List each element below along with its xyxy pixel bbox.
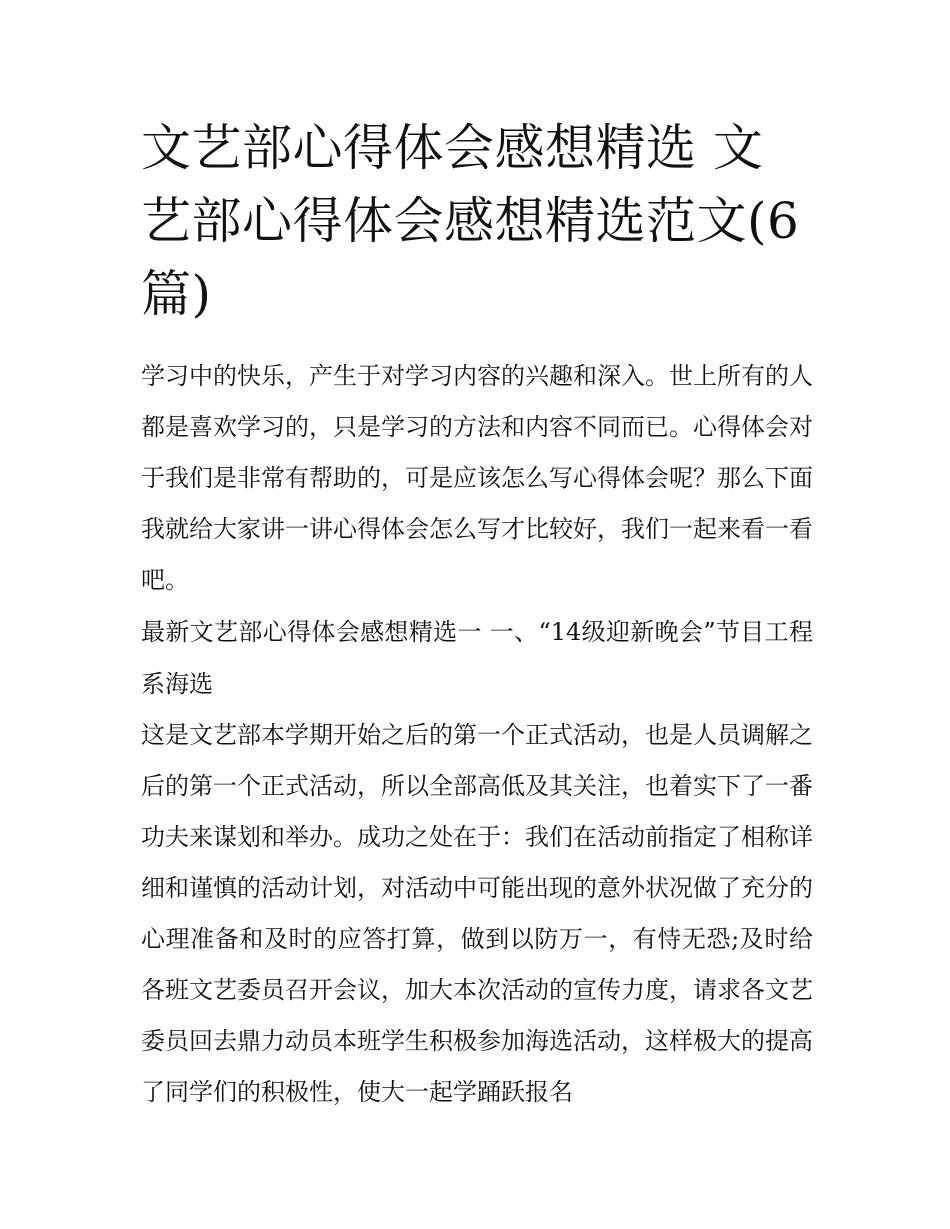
section-heading: 最新文艺部心得体会感想精选一 一、“14级迎新晚会”节目工程系海选: [141, 618, 813, 698]
body-paragraph: 这是文艺部本学期开始之后的第一个正式活动，也是人员调解之后的第一个正式活动，所以全部高低及其关注，也着实下了一番功夫来谋划和举办。成功之处在于：我们在活动前指定了相称详细和谨慎的活动计划，对活动中可能出现的意外状况做了充分的心理准备和及时的应答打算，做到以防万一，有恃无恐;及时给各班文艺委员召开会议，加大本次活动的宣传力度，请求各文艺委员回去鼎力动员本班学生积极参加海选活动，这样极大的提高了同学们的积极性，使大一起学踊跃报名: [141, 721, 813, 1106]
document-body: [141, 351, 813, 1118]
document-content: [141, 112, 813, 1118]
intro-paragraph: 学习中的快乐，产生于对学习内容的兴趣和深入。世上所有的人都是喜欢学习的，只是学习的方法和内容不同而已。心得体会对于我们是非常有帮助的，可是应该怎么写心得体会呢？那么下面我就给大家讲一讲心得体会怎么写才比较好，我们一起来看一看吧。: [141, 362, 813, 594]
document-title: 文艺部心得体会感想精选 文艺部心得体会感想精选范文(6篇): [141, 119, 800, 323]
